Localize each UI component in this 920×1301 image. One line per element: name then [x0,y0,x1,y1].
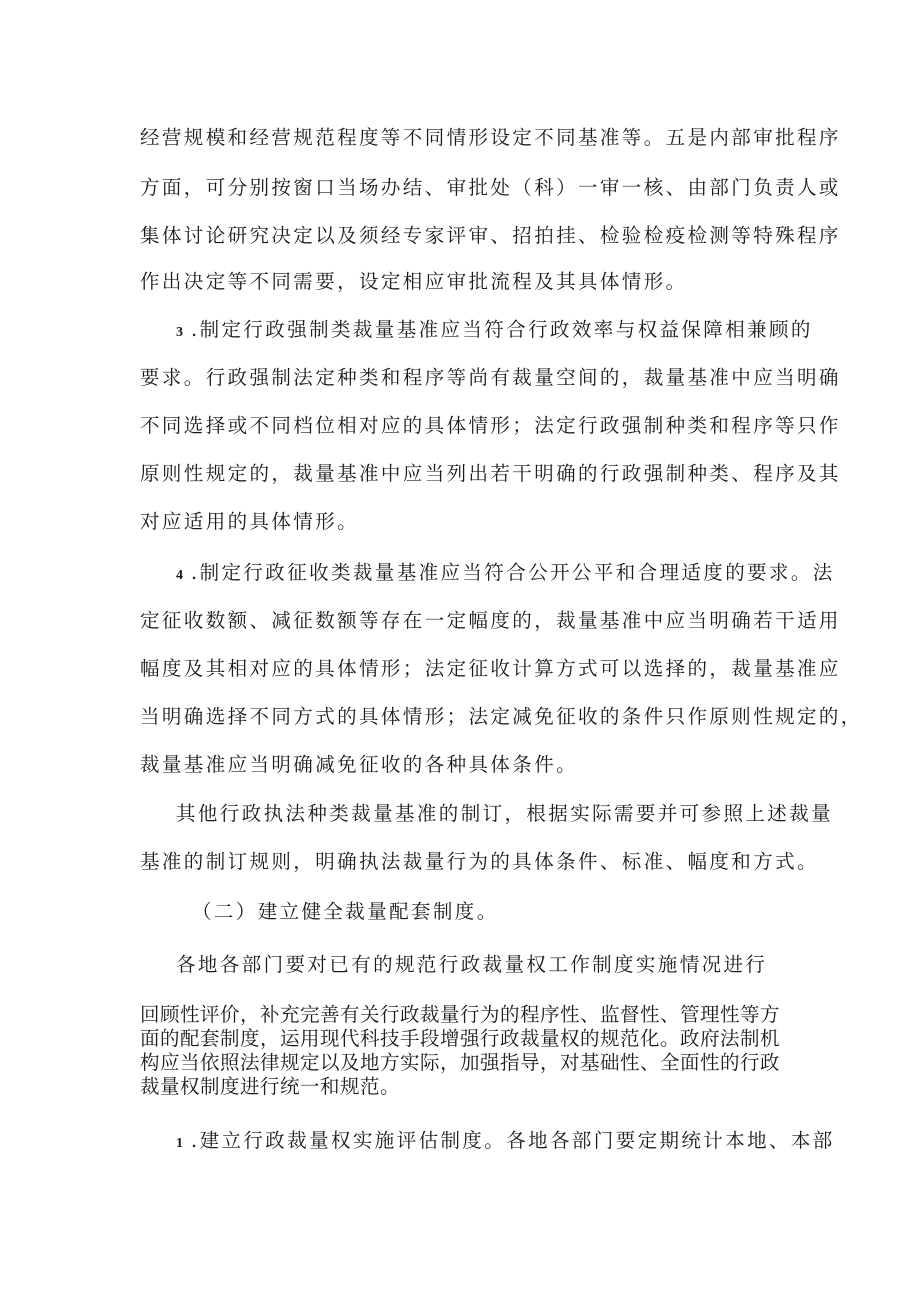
paragraph-line: 裁量基准应当明确减免征收的各种具体条件。 [140,753,579,776]
numbered-item-1 [176,1127,835,1158]
numbered-item-4 [176,559,835,590]
paragraph-line: 幅度及其相对应的具体情形；法定征收计算方式可以选择的，裁量基准应 [140,657,841,680]
paragraph-line: 原则性规定的，裁量基准中应当列出若干明确的行政强制种类、程序及其 [140,462,841,485]
paragraph-line: 作出决定等不同需要，设定相应审批流程及其具体情形。 [140,270,688,293]
item-number: 3 [176,325,183,340]
paragraph-line: 面的配套制度，运用现代科技手段增强行政裁量权的规范化。政府法制机 [140,1027,781,1050]
paragraph-line: 要求。行政强制法定种类和程序等尚有裁量空间的，裁量基准中应当明确 [140,366,841,389]
item-number: 1 [176,1136,183,1151]
paragraph-line: 其他行政执法种类裁量基准的制订，根据实际需要并可参照上述裁量 [176,802,834,825]
paragraph-line: .建立行政裁量权实施评估制度。各地各部门要定期统计本地、本部 [191,1129,835,1152]
paragraph-line: 基准的制订规则，明确执法裁量行为的具体条件、标准、幅度和方式。 [140,850,819,873]
paragraph-line: 裁量权制度进行统一和规范。 [140,1075,401,1098]
paragraph-line: 当明确选择不同方式的具体情形；法定减免征收的条件只作原则性规定的， [140,705,863,728]
paragraph-line: 构应当依照法律规定以及地方实际，加强指导，对基础性、全面性的行政 [140,1051,781,1074]
paragraph-line: .制定行政强制类裁量基准应当符合行政效率与权益保障相兼顾的 [191,318,813,341]
paragraph-line: 回顾性评价，补充完善有关行政裁量行为的程序性、监督性、管理性等方 [140,1003,781,1026]
paragraph-line: 定征收数额、减征数额等存在一定幅度的，裁量基准中应当明确若干适用 [140,609,841,632]
paragraph-line: 方面，可分别按窗口当场办结、审批处（科）一审一核、由部门负责人或 [140,176,841,199]
item-number: 4 [176,568,183,583]
paragraph-line: 对应适用的具体情形。 [140,510,360,533]
paragraph-line: .制定行政征收类裁量基准应当符合公开公平和合理适度的要求。法 [191,561,835,584]
paragraph-line: 不同选择或不同档位相对应的具体情形；法定行政强制种类和程序等只作 [140,414,841,437]
paragraph-line: 各地各部门要对已有的规范行政裁量权工作制度实施情况进行 [176,953,768,976]
paragraph-line: 经营规模和经营规范程度等不同情形设定不同基准等。五是内部审批程序 [140,126,841,149]
numbered-item-3 [176,316,813,347]
section-heading: （二）建立健全裁量配套制度。 [192,900,499,923]
paragraph-line: 集体讨论研究决定以及须经专家评审、招拍挂、检验检疫检测等特殊程序 [140,224,841,247]
